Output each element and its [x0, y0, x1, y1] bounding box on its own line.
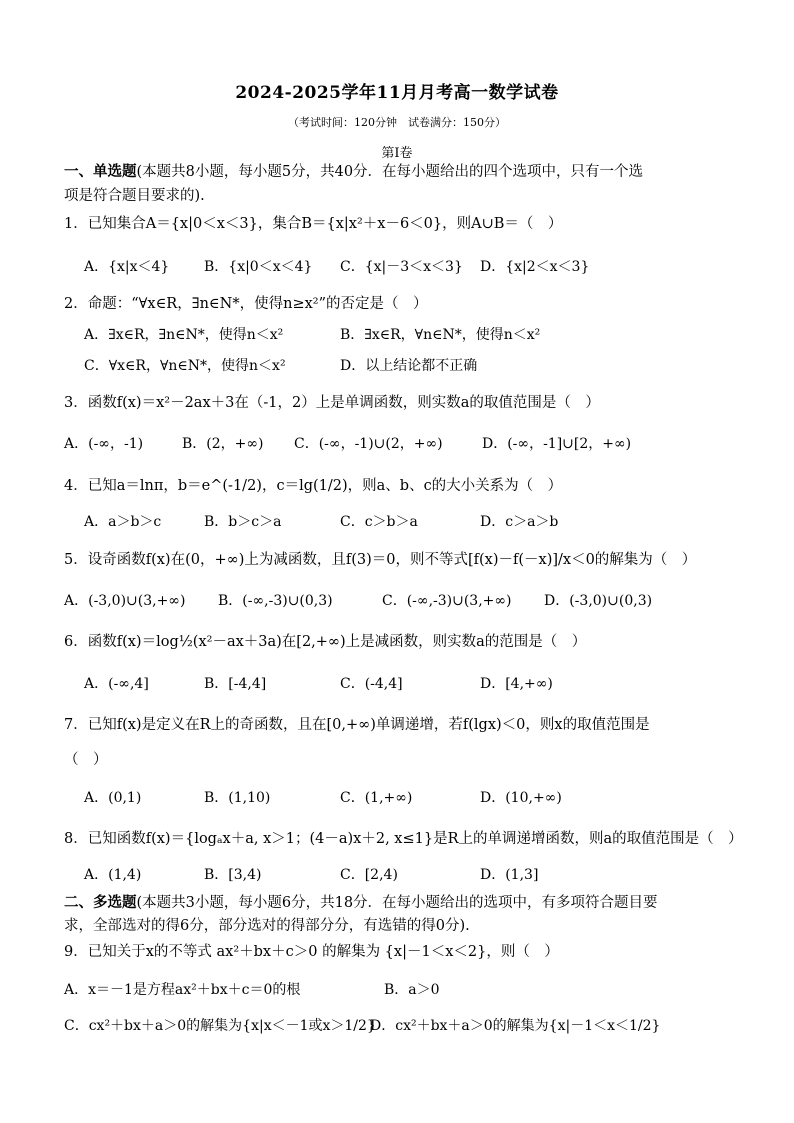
q4-option-d: D．c＞a＞b [480, 514, 559, 530]
question-number: 4． [64, 478, 88, 494]
q3-option-a: A．(-∞，-1) [64, 436, 144, 452]
q5-option-b: B．(-∞,-3)∪(0,3) [218, 593, 333, 609]
q8-option-a: A．(1,4) [84, 867, 142, 883]
question-number: 8． [64, 831, 88, 847]
q6-option-b: B．[-4,4] [204, 676, 267, 692]
q5-option-c: C．(-∞,-3)∪(3,+∞) [382, 593, 512, 609]
exam-title: 2024-2025学年11月月考高一数学试卷 [235, 83, 559, 103]
question-7-line2: （ ） [64, 752, 108, 768]
question-stem: 命题：“∀x∈R，∃n∈N*，使得n≥x²”的否定是（ ） [87, 296, 428, 312]
q1-option-d: D．{x|2＜x＜3} [480, 259, 590, 275]
volume-label: 第Ⅰ卷 [381, 146, 413, 161]
question-6 [64, 632, 586, 652]
q4-option-b: B．b＞c＞a [204, 514, 282, 530]
q2-option-a: A．∃x∈R，∃n∈N*，使得n＜x² [84, 327, 284, 343]
q9-option-a: A．x＝－1是方程ax²＋bx＋c＝0的根 [64, 982, 301, 998]
question-number: 7． [64, 717, 88, 733]
q3-option-b: B．(2，+∞) [182, 436, 264, 452]
q2-option-b: B．∃x∈R，∀n∈N*，使得n＜x² [340, 327, 541, 343]
question-stem: 函数f(x)＝x²－2ax＋3在（-1，2）上是单调函数，则实数a的取值范围是（ ） [87, 395, 600, 411]
q1-option-c: C．{x|－3＜x＜3} [340, 259, 463, 275]
q3-option-c: C．(-∞，-1)∪(2，+∞) [294, 436, 443, 452]
q3-option-d: D．(-∞，-1]∪[2，+∞) [482, 436, 632, 452]
question-1 [64, 214, 562, 234]
question-number: 3． [64, 395, 88, 411]
q8-option-c: C．[2,4) [340, 867, 398, 883]
q4-option-c: C．c＞b＞a [340, 514, 418, 530]
q8-option-b: B．[3,4) [204, 867, 262, 883]
section2-heading: 二、多选题 [64, 894, 137, 911]
q4-option-a: A．a＞b＞c [84, 514, 162, 530]
question-number: 6． [64, 634, 88, 650]
section2-desc1: (本题共3小题，每小题6分，共18分．在每小题给出的选项中，有多项符合题目要 [136, 895, 658, 911]
question-number: 9． [64, 944, 88, 960]
question-4 [64, 476, 562, 496]
section1-desc1: (本题共8小题，每小题5分，共40分．在每小题给出的四个选项中，只有一个选 [136, 164, 644, 180]
section1-heading: 一、单选题 [64, 163, 137, 180]
q7-option-a: A．(0,1) [84, 790, 142, 806]
q7-option-c: C．(1,+∞) [340, 790, 413, 806]
q8-option-d: D．(1,3] [480, 867, 539, 883]
question-stem: 已知f(x)是定义在R上的奇函数，且在[0,+∞)单调递增，若f(lgx)＜0，则x的取值范围是 [87, 717, 650, 733]
q2-option-d: D．以上结论都不正确 [340, 358, 478, 374]
section2-desc2: 求，全部选对的得6分，部分选对的得部分分，有选错的得0分). [64, 918, 470, 934]
question-stem: 已知关于x的不等式 ax²＋bx＋c＞0 的解集为 {x|－1＜x＜2}，则（ ） [87, 944, 559, 960]
question-stem: 已知函数f(x)＝{logₐx＋a, x＞1；(4－a)x＋2, x≤1}是R上的单调递增函数，则a的取值范围是（ ） [87, 831, 743, 847]
question-stem: 已知a＝lnπ，b＝e^(-1/2)，c＝lg(1/2)，则a、b、c的大小关系为（ ） [87, 478, 563, 494]
q9-option-c: C．cx²＋bx＋a＞0的解集为{x|x＜－1或x＞1/2} [64, 1018, 376, 1034]
q5-option-d: D．(-3,0)∪(0,3) [544, 593, 653, 609]
question-number: 5． [64, 552, 88, 568]
q7-option-b: B．(1,10) [204, 790, 271, 806]
q6-option-c: C．(-4,4] [340, 676, 403, 692]
question-number: 2． [64, 296, 88, 312]
q9-option-b: B．a＞0 [384, 982, 440, 998]
question-stem: 函数f(x)＝log½(x²－ax＋3a)在[2,+∞)上是减函数，则实数a的范围是（ ） [87, 634, 587, 650]
q6-option-d: D．[4,+∞) [480, 676, 553, 692]
exam-subtitle: （考试时间：120分钟 试卷满分：150分） [288, 116, 506, 129]
q9-option-d: D．cx²＋bx＋a＞0的解集为{x|－1＜x＜1/2} [370, 1018, 661, 1034]
question-8 [64, 829, 743, 849]
section1-desc2: 项是符合题目要求的). [64, 188, 205, 204]
question-7 [64, 715, 650, 735]
q6-option-a: A．(-∞,4] [84, 676, 149, 692]
section1-line1 [64, 162, 643, 182]
question-5 [64, 550, 696, 570]
q7-option-d: D．(10,+∞) [480, 790, 562, 806]
q2-option-c: C．∀x∈R，∀n∈N*，使得n＜x² [84, 358, 286, 374]
q5-option-a: A．(-3,0)∪(3,+∞) [64, 593, 186, 609]
question-9 [64, 942, 559, 962]
question-2 [64, 294, 428, 314]
question-3 [64, 393, 600, 413]
question-stem: 设奇函数f(x)在(0，+∞)上为减函数，且f(3)＝0，则不等式[f(x)－f(－x)]/x＜0的解集为（ ） [87, 552, 697, 568]
question-number: 1． [64, 216, 88, 232]
q1-option-a: A．{x|x＜4} [84, 259, 170, 275]
question-stem: 已知集合A＝{x|0＜x＜3}，集合B＝{x|x²＋x－6＜0}，则A∪B＝（ ） [87, 216, 563, 232]
section2-line1 [64, 893, 658, 913]
q1-option-b: B．{x|0＜x＜4} [204, 259, 313, 275]
